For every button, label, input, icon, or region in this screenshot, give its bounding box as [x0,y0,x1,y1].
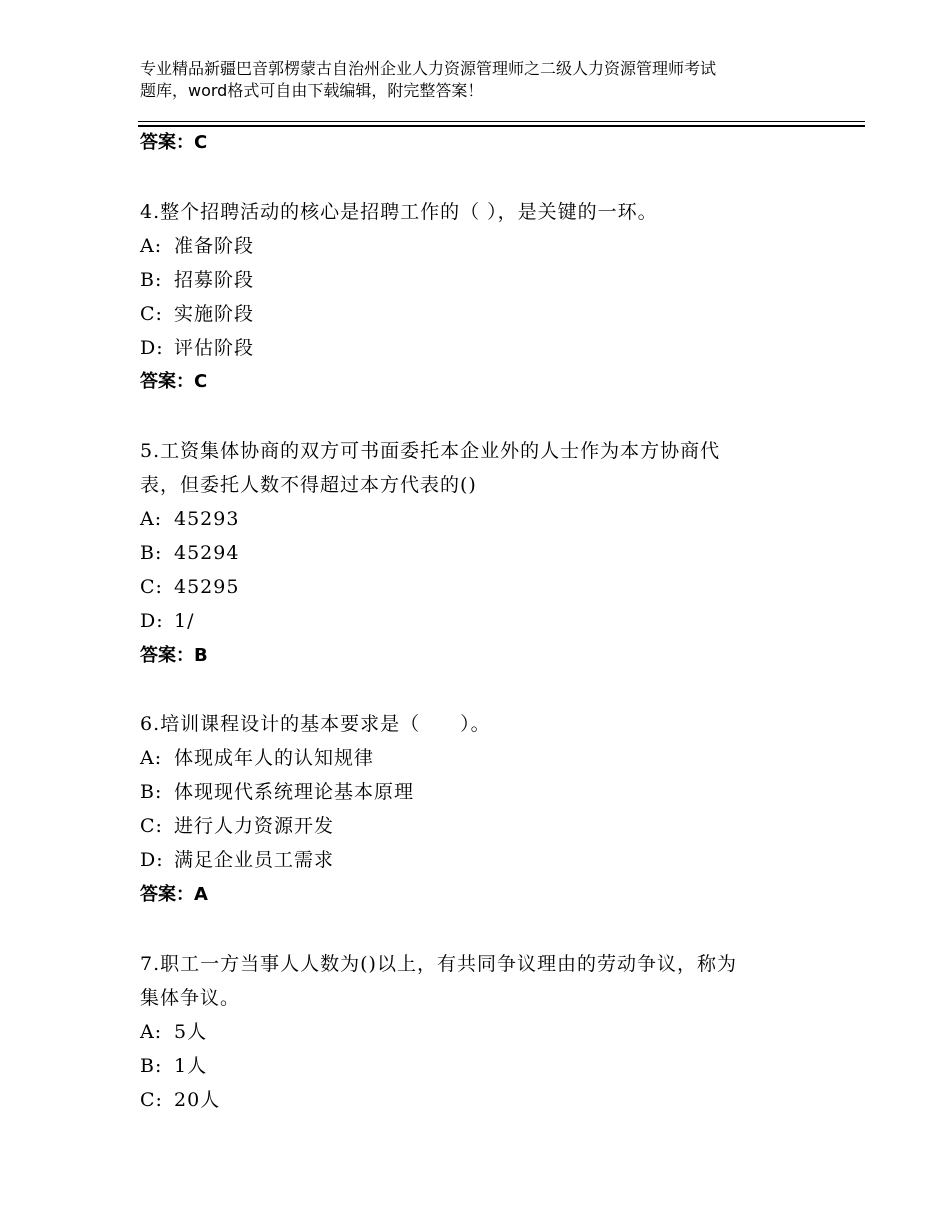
option-letter: B: [140,542,163,564]
question-7-option-c [140,1086,220,1114]
option-text: 准备阶段 [174,235,255,257]
question-4-option-d [140,334,254,362]
question-4-stem: 4.整个招聘活动的核心是招聘工作的（ ），是关键的一环。 [140,201,658,223]
option-text: 评估阶段 [174,337,255,359]
option-letter: C: [140,815,163,837]
option-letter: D: [140,337,164,359]
option-letter: A: [140,508,163,530]
document-header [140,58,840,102]
answer-line [140,130,207,156]
option-letter: D: [140,610,164,632]
option-text: 实施阶段 [174,303,255,325]
option-letter: C: [140,303,163,325]
option-letter: C: [140,576,163,598]
option-letter: D: [140,849,164,871]
option-letter: A: [140,1021,163,1043]
option-text: 45295 [174,576,240,598]
option-text: 进行人力资源开发 [174,815,335,837]
question-6-option-c [140,812,334,840]
answer-value: C [194,371,208,392]
option-letter: A: [140,235,163,257]
question-5-option-c [140,573,239,601]
answer-label: 答案： [140,132,194,153]
option-letter: B: [140,1055,163,1077]
option-letter: B: [140,781,163,803]
option-letter: C: [140,1089,163,1111]
option-text: 45294 [174,542,240,564]
header-divider-thin [138,121,865,122]
question-6-answer [140,882,208,908]
option-text: 20人 [174,1089,221,1111]
option-text: 5人 [174,1021,208,1043]
option-letter: B: [140,269,163,291]
option-text: 1人 [174,1055,208,1077]
answer-value: A [194,884,208,905]
question-4-option-c [140,300,254,328]
option-text: 45293 [174,508,240,530]
question-6-option-d [140,846,334,874]
answer-label: 答案： [140,371,194,392]
header-line-2: 题库，word格式可自由下载编辑，附完整答案！ [140,81,484,100]
answer-value: B [194,645,208,666]
question-7-stem-line-2: 集体争议。 [140,987,241,1009]
option-text: 1/ [174,610,195,632]
answer-label: 答案： [140,884,194,905]
question-6-option-b [140,778,414,806]
option-text: 体现成年人的认知规律 [174,747,375,769]
question-5-option-a [140,505,239,533]
question-7-option-b [140,1052,207,1080]
answer-label: 答案： [140,645,194,666]
question-5-answer [140,643,208,669]
question-4-option-a [140,232,254,260]
question-5-stem-line-2: 表，但委托人数不得超过本方代表的() [140,474,477,496]
question-5-option-d [140,607,195,635]
option-text: 招募阶段 [174,269,255,291]
question-7-stem-line-1: 7.职工一方当事人人数为()以上，有共同争议理由的劳动争议，称为 [140,953,737,975]
question-5-stem-line-1: 5.工资集体协商的双方可书面委托本企业外的人士作为本方协商代 [140,440,721,462]
question-5-option-b [140,539,239,567]
question-6-stem: 6.培训课程设计的基本要求是（ ）。 [140,713,491,735]
answer-value: C [194,132,208,153]
header-line-1: 专业精品新疆巴音郭楞蒙古自治州企业人力资源管理师之二级人力资源管理师考试 [140,59,717,78]
question-7-option-a [140,1018,207,1046]
question-6-option-a [140,744,374,772]
question-4-answer [140,369,207,395]
question-4-option-b [140,266,254,294]
option-letter: A: [140,747,163,769]
option-text: 体现现代系统理论基本原理 [174,781,415,803]
option-text: 满足企业员工需求 [174,849,335,871]
header-divider-thick [138,125,865,127]
